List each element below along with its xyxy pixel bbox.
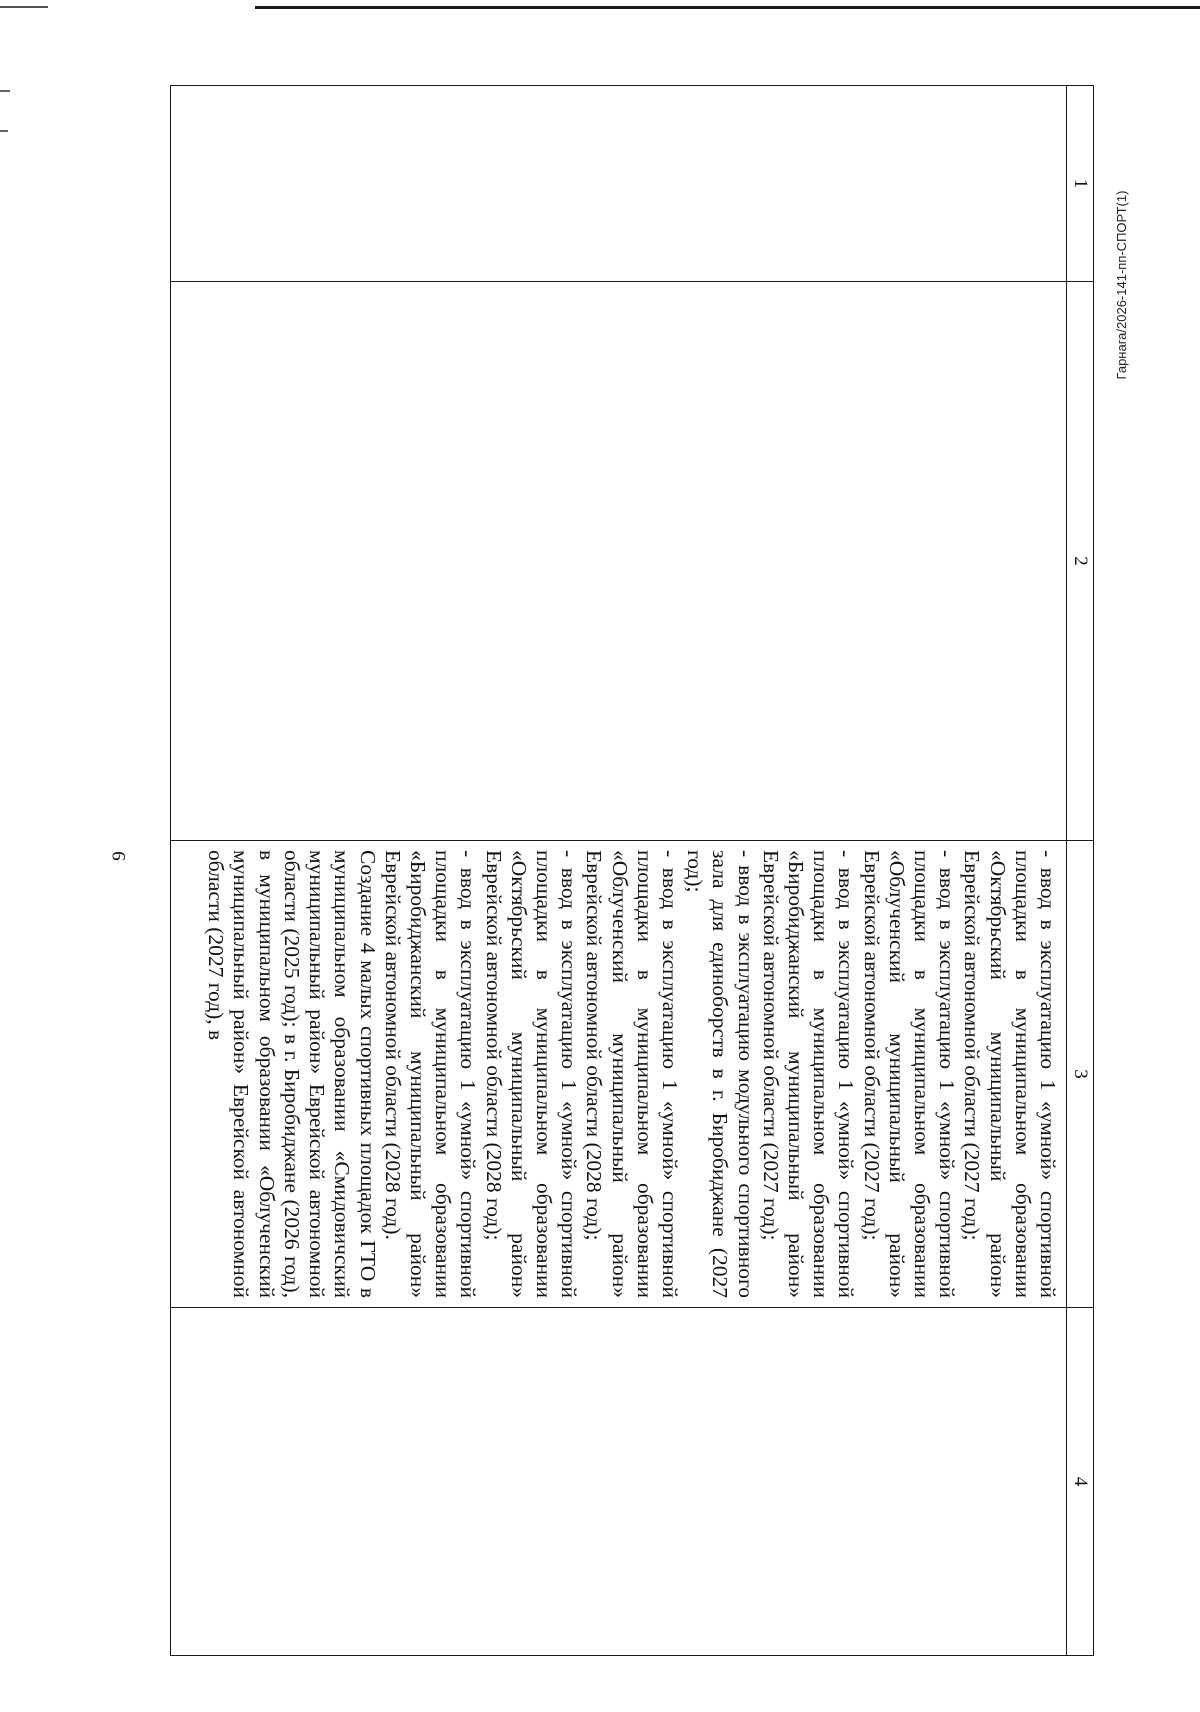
list-item: - ввод в эксплуатацию 1 «умной» спортивной площадки в муниципальном образовании «Биробиджанский муниципальный район» Еврейской автономной области (2027 год);	[758, 850, 859, 1298]
scan-edge-mark	[0, 90, 10, 92]
header-col-2: 2	[1067, 282, 1094, 841]
header-col-3: 3	[1067, 841, 1094, 1308]
table-row	[171, 86, 1067, 1656]
list-item: - ввод в эксплуатацию 1 «умной» спортивной площадки в муниципальном образовании «Октябрьский муниципальный район» Еврейской автономной области (2027 год);	[960, 850, 1060, 1298]
rotated-table	[170, 85, 1094, 1651]
cell-col-1	[171, 86, 1067, 282]
cell-col-2	[171, 282, 1067, 841]
cell-col-3	[171, 841, 1067, 1308]
list-item: - ввод в эксплуатацию 1 «умной» спортивной площадки в муниципальном образовании «Облученский муниципальный район» Еврейской автономной области (2028 год);	[582, 850, 682, 1298]
scan-edge-line	[255, 6, 1200, 9]
table-header-row	[1067, 86, 1094, 1656]
scan-edge-line-left	[0, 6, 48, 8]
page-number: 9	[109, 851, 130, 861]
list-item: - ввод в эксплуатацию 1 «умной» спортивной площадки в муниципальном образовании «Облученский муниципальный район» Еврейской автономной области (2027 год);	[859, 850, 960, 1298]
header-col-1: 1	[1067, 86, 1094, 282]
list-item: - ввод в эксплуатацию 1 «умной» спортивной площадки в муниципальном образовании «Октябрьский муниципальный район» Еврейской автономной области (2028 год);	[481, 850, 582, 1298]
cell-col-4	[171, 1308, 1067, 1656]
header-col-4: 4	[1067, 1308, 1094, 1656]
program-table	[170, 85, 1094, 1656]
list-item: Создание 4 малых спортивных площадок ГТО в муниципальном образовании «Смидовичский муниципальный район» Еврейской автономной области (2025 год); в г. Биробиджане (2026 год), в муниципальном образовании «Облученский муниципальный район» Еврейской автономной области (2027 год), в	[204, 850, 380, 1298]
document-code-text: Гарнага/2026-141-пп-СПОРТ(1)	[1114, 190, 1129, 380]
list-item: - ввод в эксплуатацию модульного спортивного зала для единоборств в г. Биробиджане (2027 год);	[683, 850, 758, 1298]
list-item: - ввод в эксплуатацию 1 «умной» спортивной площадки в муниципальном образовании «Биробиджанский муниципальный район» Еврейской автономной области (2028 год).	[380, 850, 481, 1298]
scan-edge-mark	[0, 130, 8, 132]
table-container	[170, 85, 1094, 1651]
